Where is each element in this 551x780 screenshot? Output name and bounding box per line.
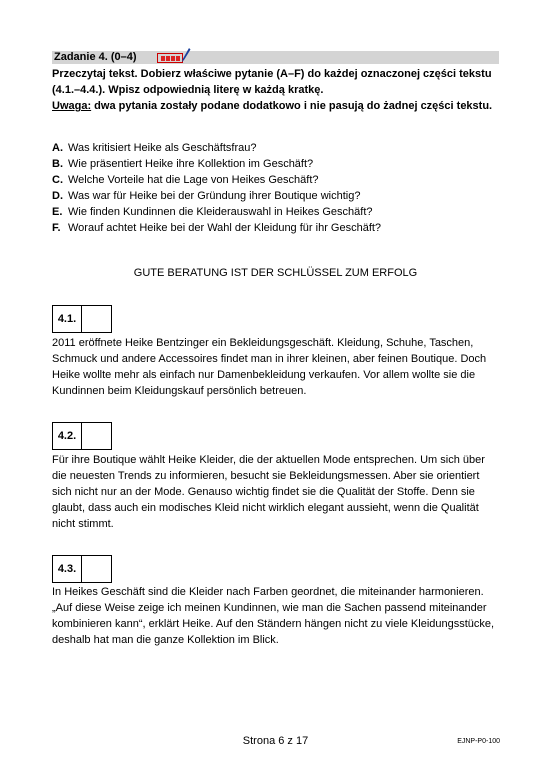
note-label: Uwaga: (52, 100, 92, 112)
question-box-4-3 (52, 555, 112, 583)
task-instruction-line2: (4.1.–4.4.). Wpisz odpowiednią literę w każdą kratkę. (52, 84, 324, 96)
option-a: A. Was kritisiert Heike als Geschäftsfrau? (52, 142, 257, 154)
exam-code: EJNP-P0-100 (457, 738, 500, 745)
question-box-4-2 (52, 422, 112, 450)
option-c: C. Welche Vorteile hat die Lage von Heikes Geschäft? (52, 174, 319, 186)
note-text: dwa pytania zostały podane dodatkowo i nie pasują do żadnej części tekstu. (91, 100, 493, 112)
option-b: B. Wie präsentiert Heike ihre Kollektion im Geschäft? (52, 158, 314, 170)
answer-cell-4-3[interactable] (82, 556, 111, 582)
page-number: Strona 6 z 17 (242, 735, 309, 747)
option-f: F. Worauf achtet Heike bei der Wahl der Kleidung für ihr Geschäft? (52, 222, 382, 234)
option-d: D. Was war für Heike bei der Gründung ihrer Boutique wichtig? (52, 190, 361, 202)
answer-cell-4-1[interactable] (82, 306, 111, 332)
task-title: Zadanie 4. (0–4) (54, 51, 137, 63)
pen-icon (181, 47, 191, 63)
question-box-4-1 (52, 305, 112, 333)
task-note (52, 98, 492, 114)
text-part-4-1: 2011 eröffnete Heike Bentzinger ein Bekleidungsgeschäft. Kleidung, Schuhe, Taschen, Schmuck und andere Accessoires findet man in ihrer kleinen, aber feinen Boutique. Doch Heike wollte mehr als einfach nur Damenbekleidung verkaufen. Vor allem wollte sie die Kundinnen beim Kleidungskauf persönlich betreuen. (52, 337, 487, 397)
text-part-4-3: In Heikes Geschäft sind die Kleider nach Farben geordnet, die miteinander harmonieren. „Auf diese Weise zeige ich meinen Kundinnen, wie man die Sachen passend miteinander kombinieren kann“, erklärt Heike. Auf den Ständern hängen nicht zu viele Kleidungsstücke, deshalb hat man die ganze Kollektion im Blick. (52, 586, 495, 646)
option-e: E. Wie finden Kundinnen die Kleiderauswahl in Heikes Geschäft? (52, 206, 373, 218)
task-instruction-line1: Przeczytaj tekst. Dobierz właściwe pytanie (A–F) do każdej oznaczonej części tekstu (52, 68, 492, 80)
question-number: 4.2. (53, 423, 82, 449)
text-part-4-2: Für ihre Boutique wählt Heike Kleider, die der aktuellen Mode entsprechen. Um sich über die neuesten Trends zu informieren, besucht sie Bekleidungsmessen. Aber sie orientiert sich nicht nur an der Mode. Genauso wichtig findet sie die Qualität der Stoffe. Denn sie glaubt, dass auch ein modisches Kleid nicht wirklich elegant aussieht, wenn die Qualität nicht stimmt. (52, 454, 485, 530)
score-badge-icon (157, 53, 183, 63)
question-number: 4.1. (53, 306, 82, 332)
text-title: GUTE BERATUNG IST DER SCHLÜSSEL ZUM ERFOLG (133, 267, 418, 279)
question-number: 4.3. (53, 556, 82, 582)
answer-cell-4-2[interactable] (82, 423, 111, 449)
